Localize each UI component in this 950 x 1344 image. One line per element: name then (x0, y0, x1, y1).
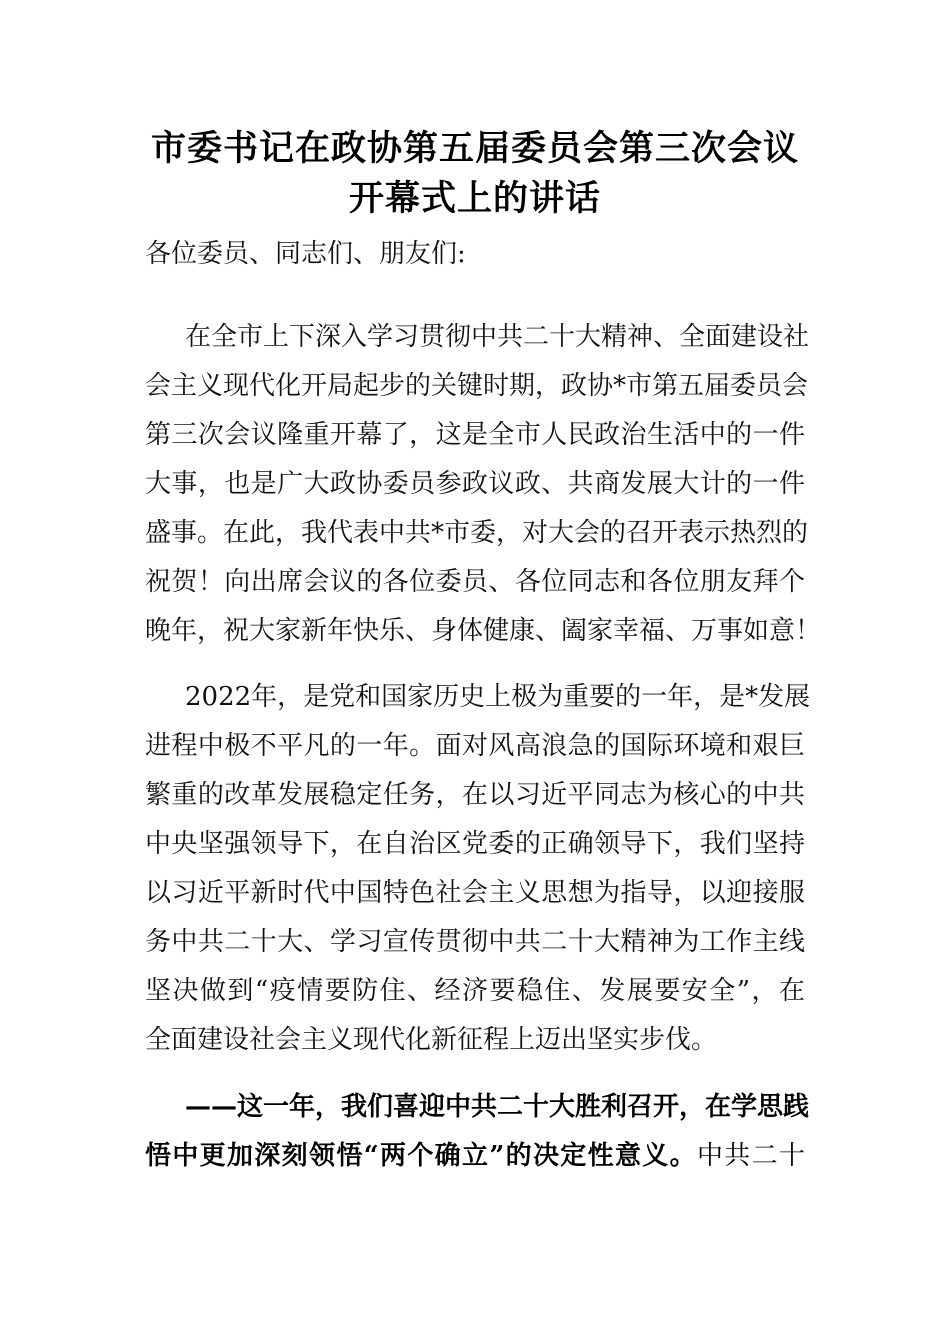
paragraph-1-line-4: 大事，也是广大政协委员参政议政、共商发展大计的一件 (145, 469, 805, 499)
paragraph-2-line-7: 坚决做到“疫情要防住、经济要稳住、发展要安全”，在 (145, 976, 805, 1006)
paragraph-2-line-8: 全面建设社会主义现代化新征程上迈出坚实步伐。 (145, 1025, 718, 1055)
salutation: 各位委员、同志们、朋友们: (145, 239, 466, 269)
paragraph-2-line-2: 进程中极不平凡的一年。面对风高浪急的国际环境和艰巨 (145, 731, 805, 761)
paragraph-2-line-5: 以习近平新时代中国特色社会主义思想为指导，以迎接服 (145, 878, 805, 908)
paragraph-3-line-1: ——这一年，我们喜迎中共二十大胜利召开，在学思践 (185, 1092, 810, 1122)
paragraph-3-normal-text: 中共二十 (696, 1141, 805, 1171)
paragraph-1-line-6: 祝贺！向出席会议的各位委员、各位同志和各位朋友拜个 (145, 567, 805, 597)
paragraph-1-line-5: 盛事。在此，我代表中共*市委，对大会的召开表示热烈的 (145, 518, 809, 548)
paragraph-2-line-4: 中央坚强领导下，在自治区党委的正确领导下，我们坚持 (145, 829, 805, 859)
paragraph-2-line-6: 务中共二十大、学习宣传贯彻中共二十大精神为工作主线 (145, 927, 805, 957)
document-title-line-1: 市委书记在政协第五届委员会第三次会议 (150, 128, 799, 169)
paragraph-2-line-3: 繁重的改革发展稳定任务，在以习近平同志为核心的中共 (145, 780, 805, 810)
paragraph-3-bold-text: 悟中更加深刻领悟“两个确立”的决定性意义。 (145, 1141, 697, 1171)
paragraph-1-line-1: 在全市上下深入学习贯彻中共二十大精神、全面建设社 (185, 322, 810, 352)
paragraph-3-line-2 (145, 1138, 805, 1188)
paragraph-1-line-7: 晚年，祝大家新年快乐、身体健康、阖家幸福、万事如意！ (145, 616, 822, 646)
paragraph-1-line-2: 会主义现代化开局起步的关键时期，政协*市第五届委员会 (145, 371, 809, 401)
paragraph-2-line-1: 2022年，是党和国家历史上极为重要的一年，是*发展 (185, 682, 811, 712)
document-title-line-2: 开幕式上的讲话 (348, 178, 601, 219)
paragraph-1-line-3: 第三次会议隆重开幕了，这是全市人民政治生活中的一件 (145, 420, 805, 450)
